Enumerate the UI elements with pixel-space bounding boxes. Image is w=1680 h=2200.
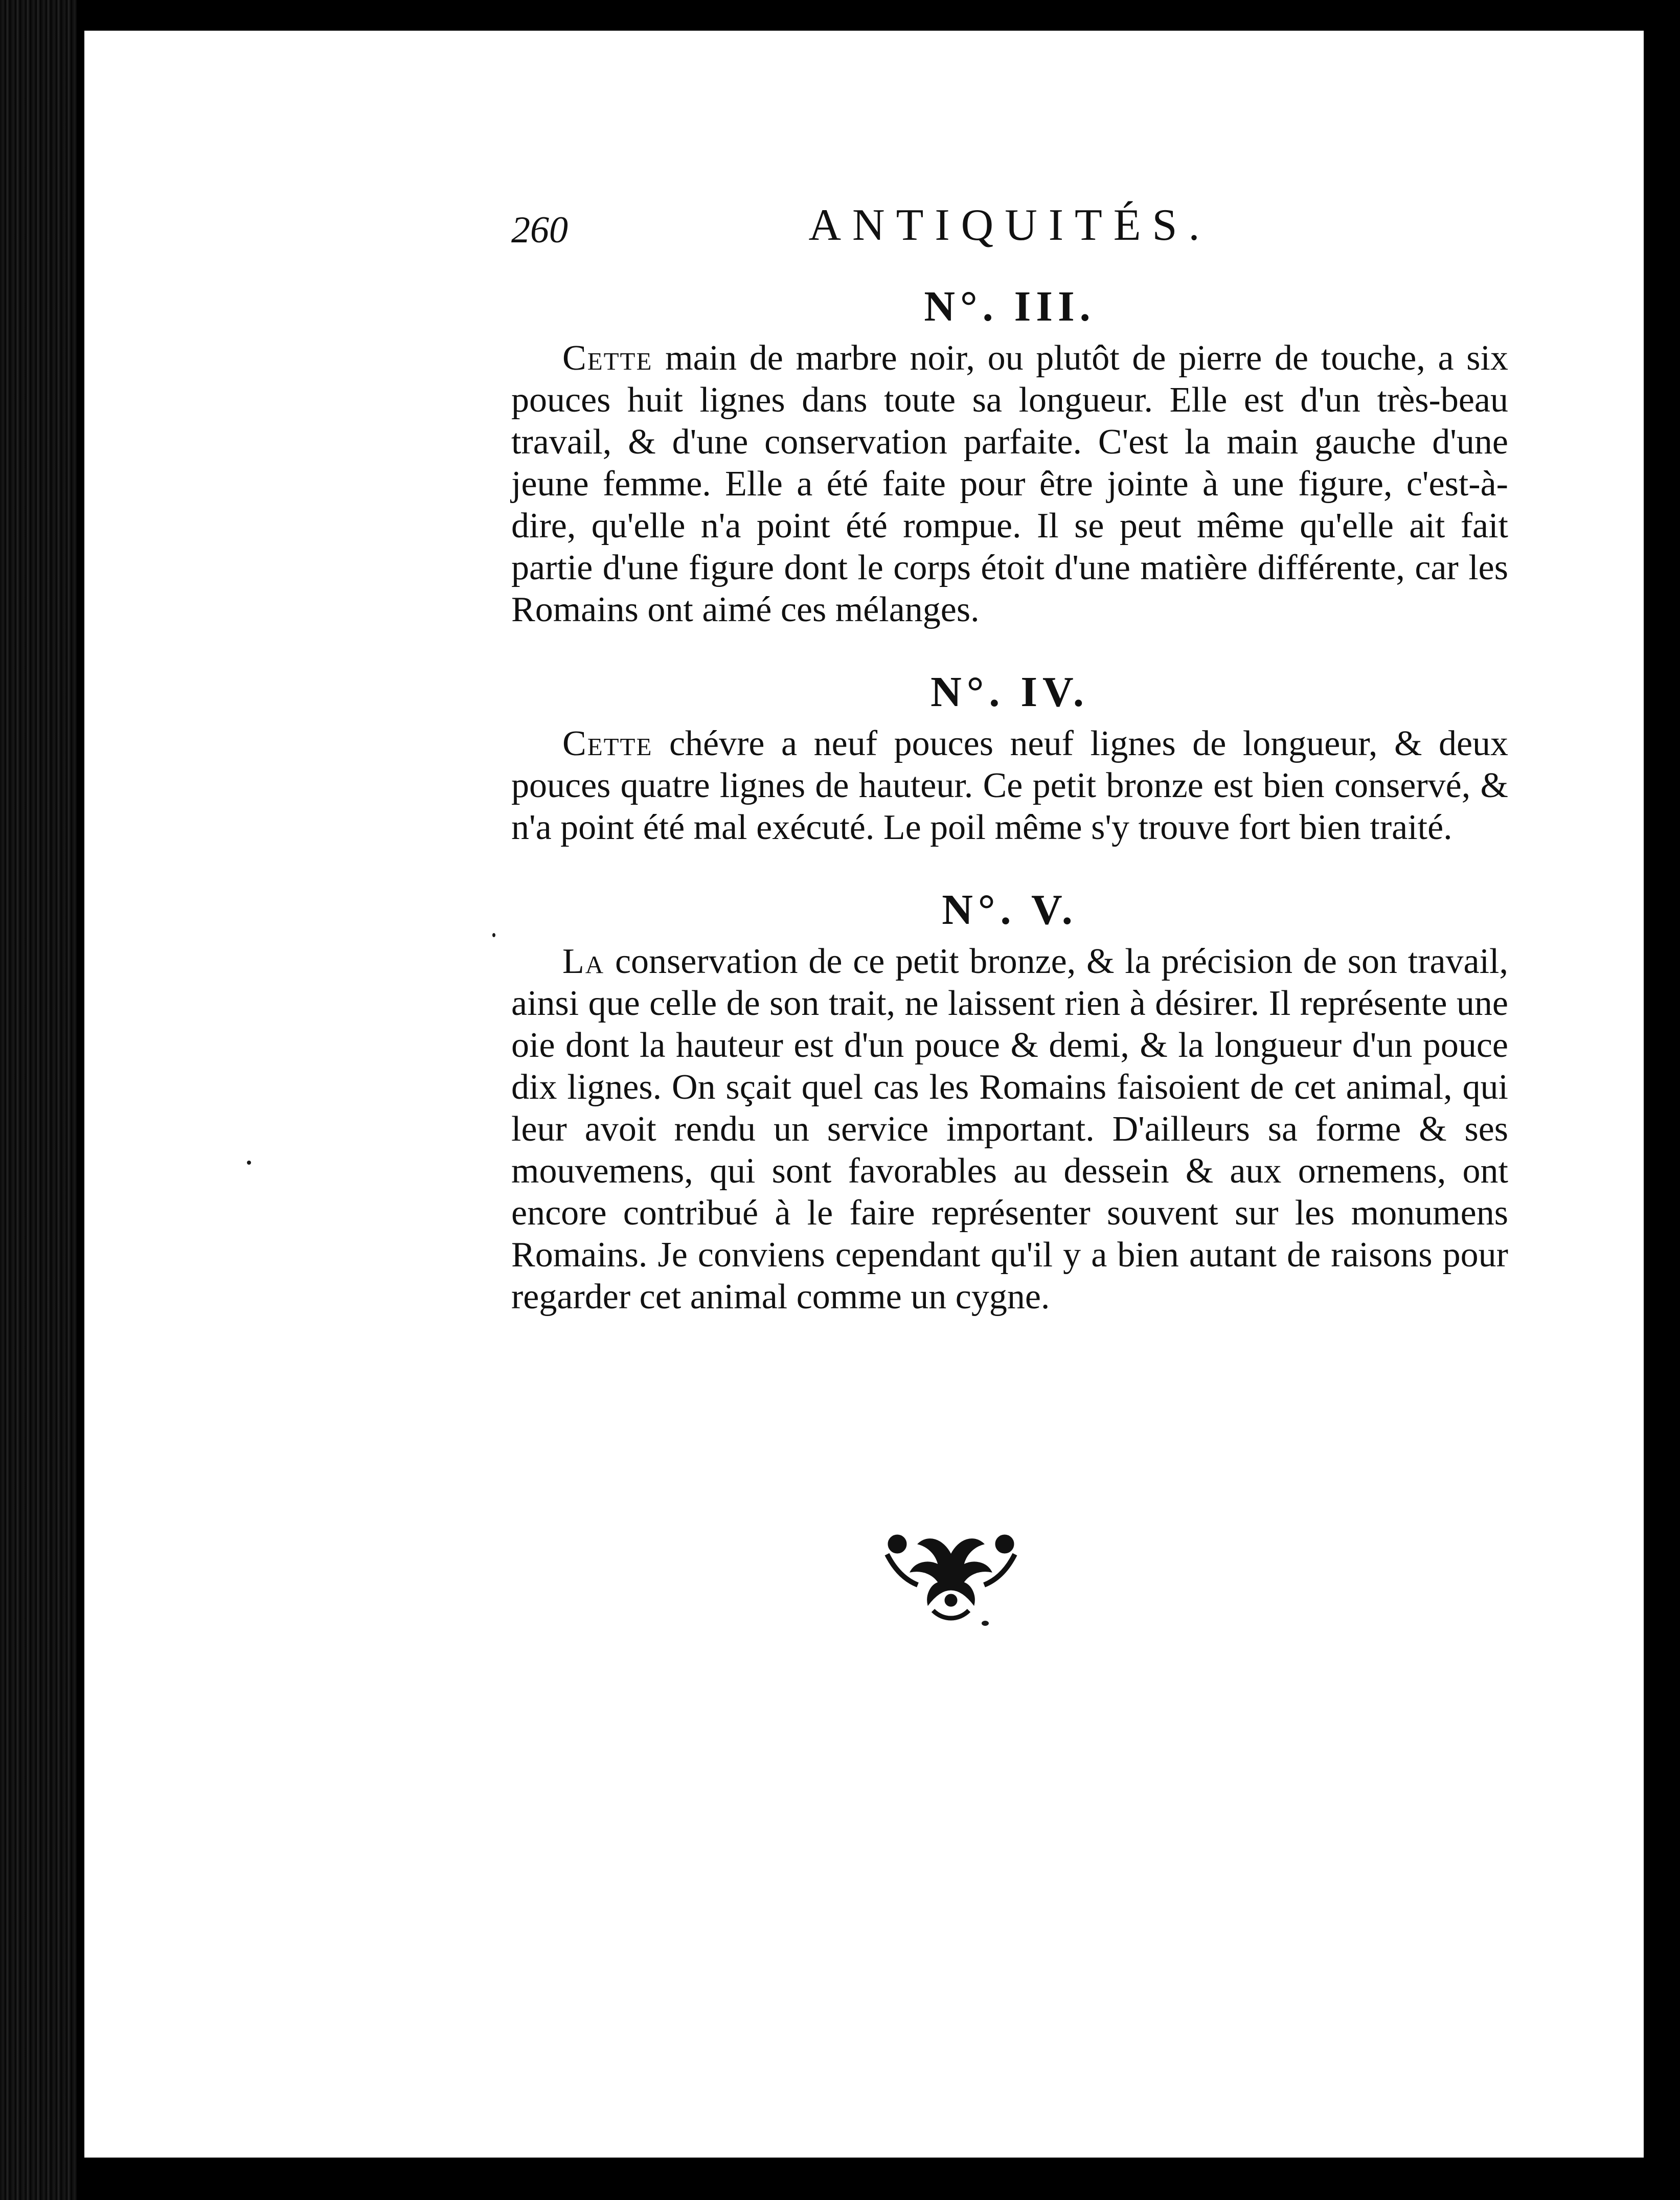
section-paragraph: [511, 723, 1508, 849]
section-paragraph: [511, 941, 1508, 1318]
opening-word: Cette: [562, 338, 653, 378]
section-heading: N°. III.: [924, 283, 1096, 330]
section-heading: N°. IV.: [930, 668, 1089, 716]
section-no-4: [511, 662, 1508, 849]
paragraph-text: main de marbre noir, ou plutôt de pierre de touche, a six pouces huit lignes dans toute sa longueur. Elle est d'un très-beau travail, & d'une conservation parfaite. C'est la main gauche d'une jeune femme. Elle a été faite pour être jointe à une figure, c'est-à-dire, qu'elle n'a point été rompue. Il se peut même qu'elle ait fait partie d'une figure dont le corps étoit d'une matière différente, car les Romains ont aimé ces mélanges.: [511, 338, 1508, 629]
ink-speck: [492, 933, 495, 937]
section-heading: N°. V.: [942, 886, 1078, 934]
section-paragraph: [511, 337, 1508, 631]
opening-word: La: [562, 942, 605, 981]
fleuron-icon: [867, 1524, 1035, 1626]
paragraph-text: conservation de ce petit bronze, & la précision de son travail, ainsi que celle de son trait, ne laissent rien à désirer. Il représente une oie dont la hauteur est d'un pouce & demi, & la longueur d'un pouce dix lignes. On sçait quel cas les Romains faisoient de cet animal, qui leur avoit rendu un service important. D'ailleurs sa forme & ses mouvemens, qui sont favorables au dessein & aux ornemens, ont encore contribué à le faire représenter souvent sur les monumens Romains. Je conviens cependant qu'il y a bien autant de raisons pour regarder cet animal comme un cygne.: [511, 942, 1509, 1317]
opening-word: Cette: [562, 724, 653, 763]
book-page: [84, 31, 1644, 2158]
running-title: ANTIQUITÉS.: [808, 200, 1211, 250]
ink-speck: [247, 1161, 251, 1165]
page-number: 260: [511, 209, 568, 251]
ink-speck: [982, 1621, 989, 1626]
section-no-3: [511, 276, 1508, 631]
section-no-5: [511, 879, 1508, 1318]
page-header: [511, 199, 1508, 276]
binding-edge: [0, 0, 77, 2200]
paragraph-text: chévre a neuf pouces neuf lignes de longueur, & deux pouces quatre lignes de hauteur. Ce petit bronze est bien conservé, & n'a point été mal exécuté. Le poil même s'y trouve fort bien traité.: [511, 724, 1509, 847]
page-content: [511, 199, 1508, 1349]
